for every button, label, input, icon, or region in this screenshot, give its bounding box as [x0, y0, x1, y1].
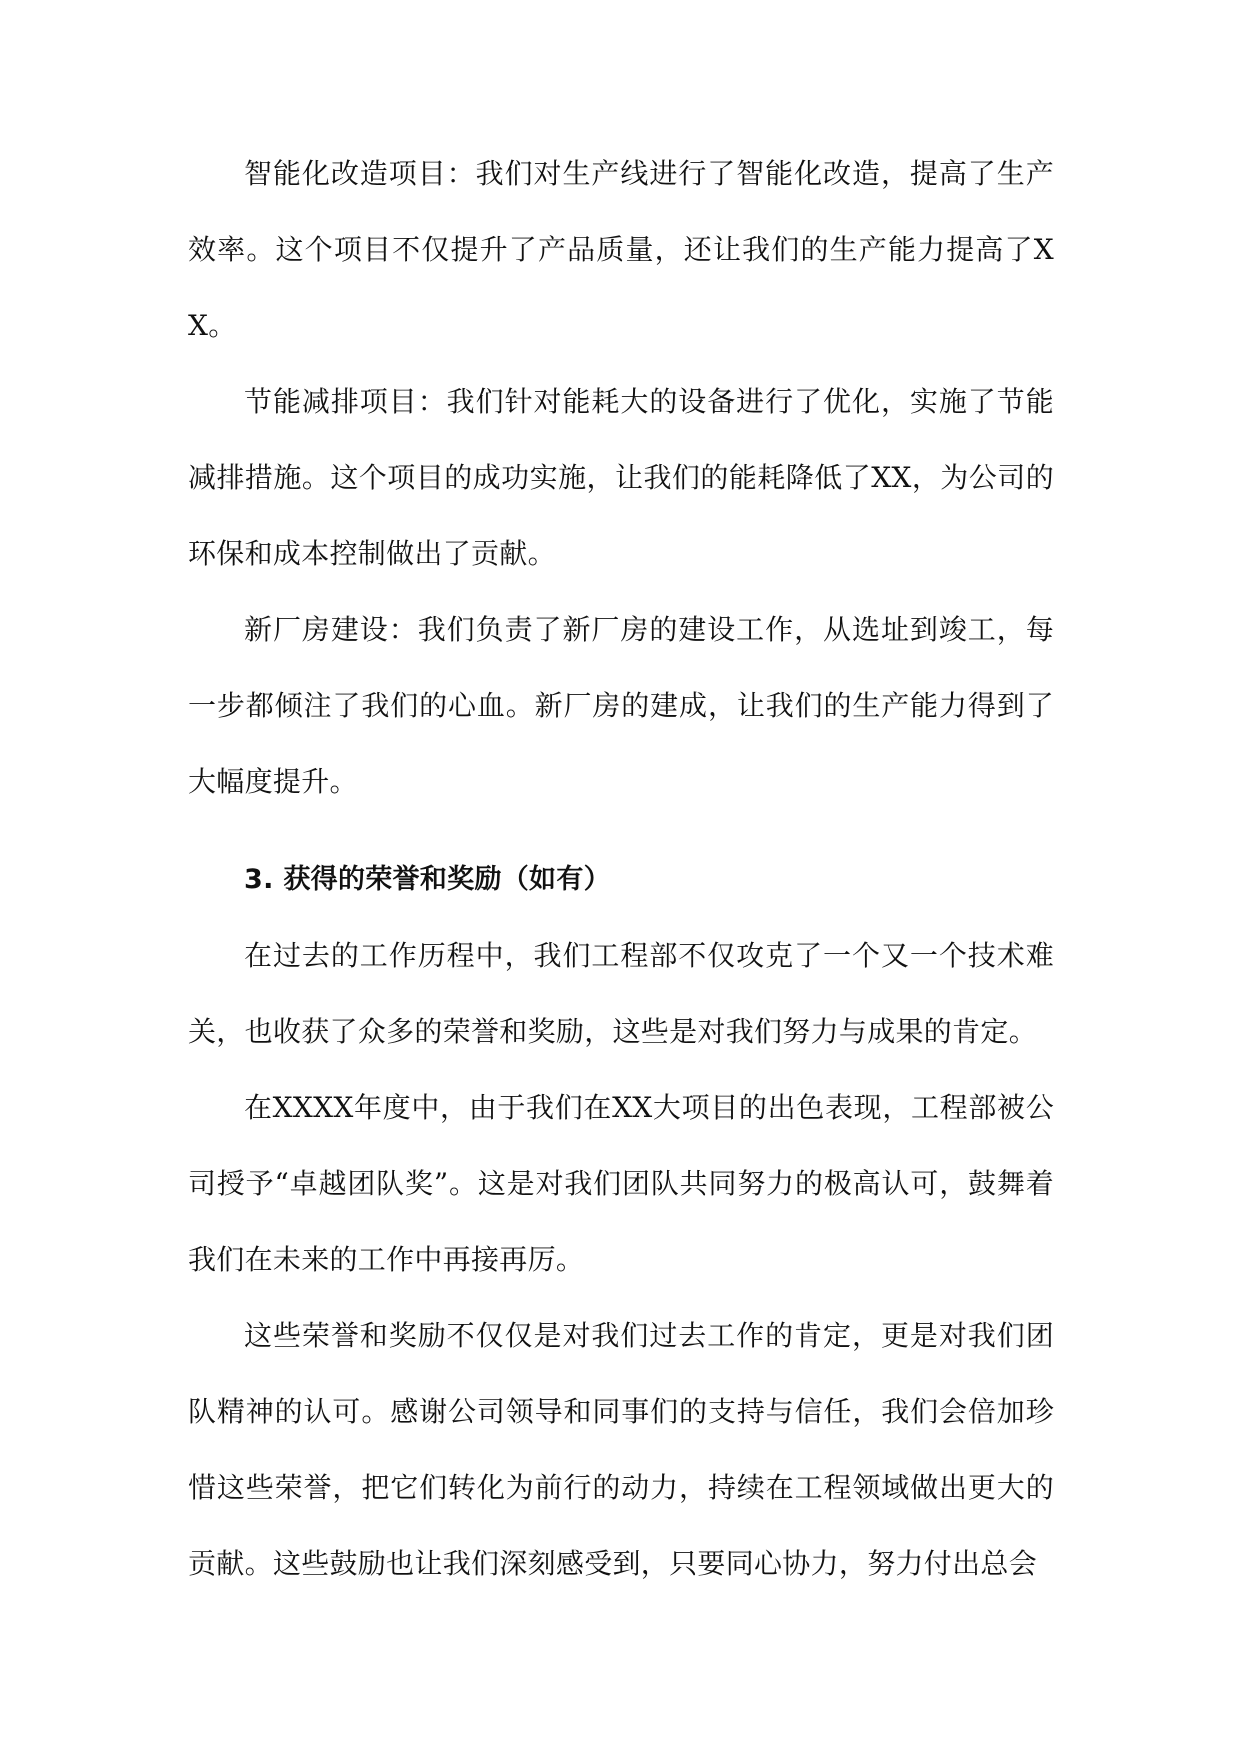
paragraph-new-factory: 新厂房建设：我们负责了新厂房的建设工作，从选址到竣工，每一步都倾注了我们的心血。新厂房的建成，让我们的生产能力得到了大幅度提升。 [188, 613, 1054, 798]
paragraph-team-award: 在XXXX年度中，由于我们在XX大项目的出色表现，工程部被公司授予“卓越团队奖”。这是对我们团队共同努力的极高认可，鼓舞着我们在未来的工作中再接再厉。 [188, 1091, 1054, 1276]
paragraph-energy-saving: 节能减排项目：我们针对能耗大的设备进行了优化，实施了节能减排措施。这个项目的成功实施，让我们的能耗降低了XX，为公司的环保和成本控制做出了贡献。 [188, 385, 1054, 570]
paragraph-smart-upgrade: 智能化改造项目：我们对生产线进行了智能化改造，提高了生产效率。这个项目不仅提升了产品质量，还让我们的生产能力提高了XX。 [188, 157, 1054, 342]
document-body [188, 136, 1054, 1602]
paragraph-honors-meaning: 这些荣誉和奖励不仅仅是对我们过去工作的肯定，更是对我们团队精神的认可。感谢公司领导和同事们的支持与信任，我们会倍加珍惜这些荣誉，把它们转化为前行的动力，持续在工程领域做出更大的贡献。这些鼓励也让我们深刻感受到，只要同心协力，努力付出总会 [188, 1319, 1054, 1580]
section-heading-honors: 3. 获得的荣誉和奖励（如有） [244, 864, 611, 895]
paragraph-honors-intro: 在过去的工作历程中，我们工程部不仅攻克了一个又一个技术难关，也收获了众多的荣誉和奖励，这些是对我们努力与成果的肯定。 [188, 939, 1054, 1048]
